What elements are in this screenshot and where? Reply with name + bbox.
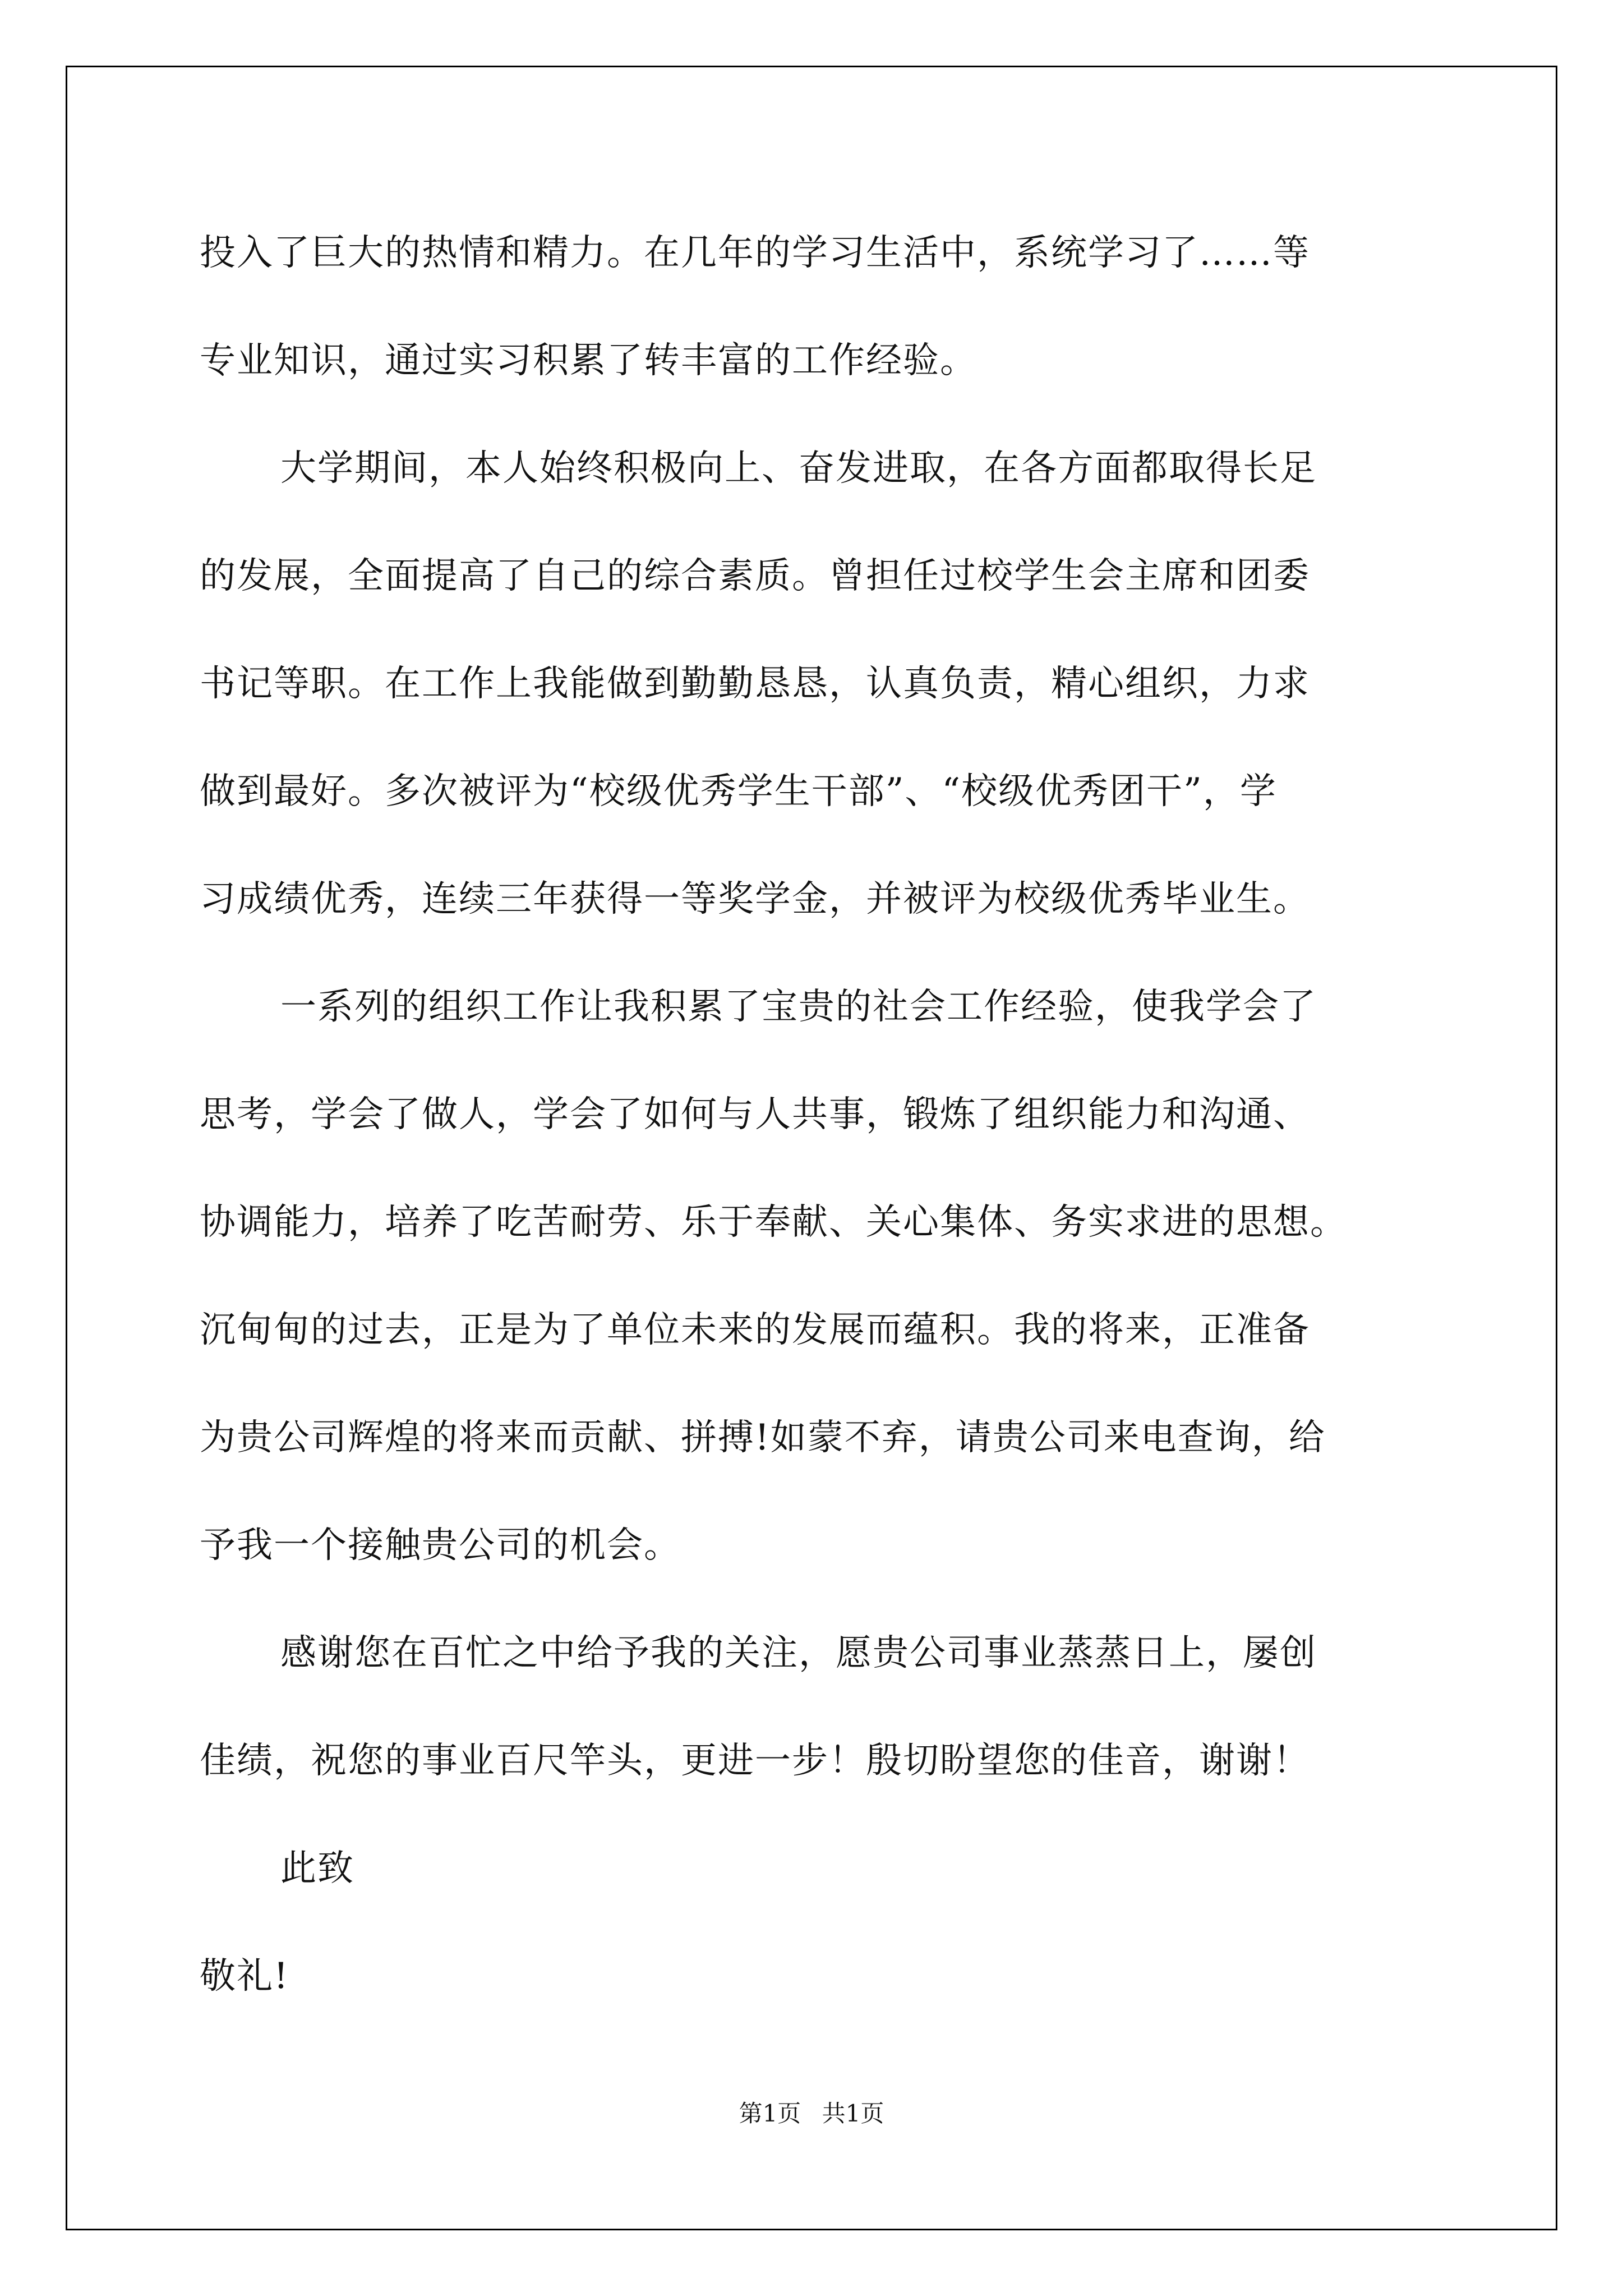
paragraph-start-line: 大学期间，本人始终积极向上、奋发进取，在各方面都取得长足 [280, 448, 1317, 489]
text-line: 专业知识，通过实习积累了转丰富的工作经验。 [200, 340, 977, 381]
text-line: 思考，学会了做人，学会了如何与人共事，锻炼了组织能力和沟通、 [200, 1094, 1310, 1135]
text-line: 予我一个接触贵公司的机会。 [200, 1525, 681, 1566]
closing-regards: 敬礼! [200, 1955, 289, 1997]
text-line: 佳绩，祝您的事业百尺竿头，更进一步！殷切盼望您的佳音，谢谢！ [200, 1740, 1310, 1782]
page-footer [0, 2097, 1623, 2131]
text-line: 的发展，全面提高了自己的综合素质。曾担任过校学生会主席和团委 [200, 555, 1310, 597]
text-line: 做到最好。多次被评为“校级优秀学生干部”、“校级优秀团干”，学 [200, 771, 1277, 812]
page-border [66, 66, 1557, 2230]
text-line: 沉甸甸的过去，正是为了单位未来的发展而蕴积。我的将来，正准备 [200, 1309, 1310, 1351]
closing-salutation: 此致 [280, 1848, 354, 1889]
paragraph-start-line: 一系列的组织工作让我积累了宝贵的社会工作经验，使我学会了 [280, 986, 1317, 1028]
paragraph-start-line: 感谢您在百忙之中给予我的关注，愿贵公司事业蒸蒸日上，屡创 [280, 1632, 1317, 1674]
text-line: 习成绩优秀，连续三年获得一等奖学金，并被评为校级优秀毕业生。 [200, 878, 1310, 920]
text-line: 协调能力，培养了吃苦耐劳、乐于奉献、关心集体、务实求进的思想。 [200, 1202, 1347, 1243]
page-total: 共1页 [822, 2100, 884, 2127]
text-line: 投入了巨大的热情和精力。在几年的学习生活中，系统学习了……等 [200, 232, 1310, 274]
page-number: 第1页 [739, 2100, 801, 2127]
text-line: 书记等职。在工作上我能做到勤勤恳恳，认真负责，精心组织，力求 [200, 663, 1310, 705]
text-line: 为贵公司辉煌的将来而贡献、拼搏!如蒙不弃，请贵公司来电查询，给 [200, 1417, 1326, 1458]
